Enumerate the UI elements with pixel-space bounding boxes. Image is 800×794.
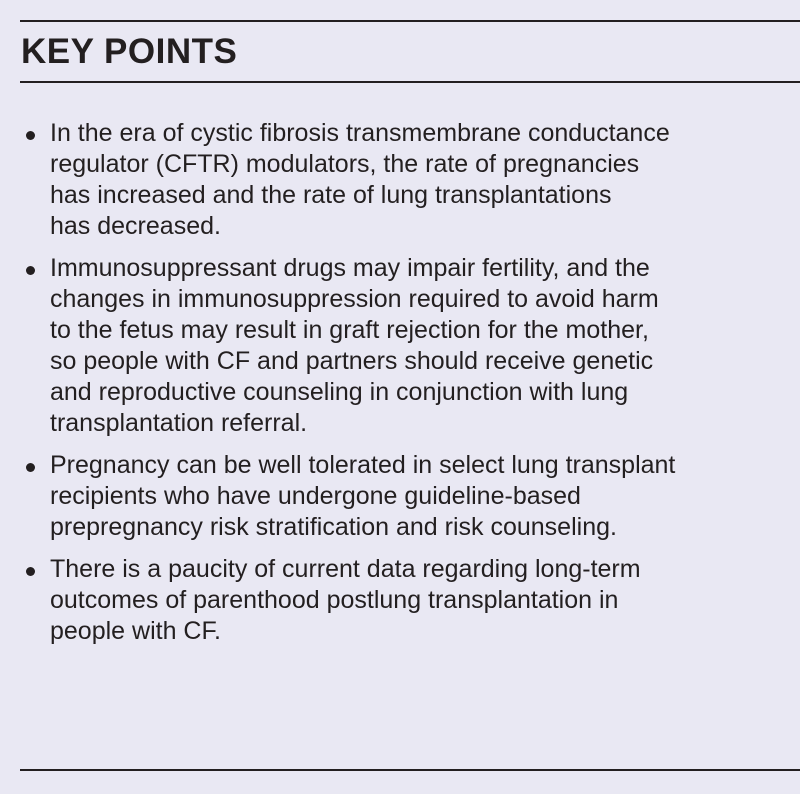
bullet-icon xyxy=(26,567,35,576)
key-point-text-line: and reproductive counseling in conjunction with lung xyxy=(50,378,629,406)
key-point-text-line: Pregnancy can be well tolerated in select lung transplant xyxy=(50,451,676,479)
key-point-text-line: people with CF. xyxy=(50,617,221,645)
title-rule xyxy=(20,81,800,83)
key-point-text-line: There is a paucity of current data regarding long-term xyxy=(50,555,641,583)
key-point-text-line: has decreased. xyxy=(50,212,221,240)
key-point-item xyxy=(20,554,800,647)
key-point-text-line: recipients who have undergone guideline-based xyxy=(50,482,581,510)
key-point-text-line: prepregnancy risk stratification and risk counseling. xyxy=(50,513,617,541)
section-title: KEY POINTS xyxy=(21,32,238,71)
key-point-text-line: transplantation referral. xyxy=(50,409,308,437)
key-point-item xyxy=(20,450,800,543)
key-points-list xyxy=(20,118,800,658)
key-point-item xyxy=(20,118,800,242)
key-point-text-line: so people with CF and partners should receive genetic xyxy=(50,347,654,375)
bullet-icon xyxy=(26,266,35,275)
top-rule xyxy=(20,20,800,22)
key-point-text-line: has increased and the rate of lung transplantations xyxy=(50,181,612,209)
key-point-item xyxy=(20,253,800,439)
key-point-text-line: In the era of cystic fibrosis transmembrane conductance xyxy=(50,119,670,147)
bullet-icon xyxy=(26,131,35,140)
key-point-text-line: changes in immunosuppression required to avoid harm xyxy=(50,285,659,313)
key-point-text-line: to the fetus may result in graft rejection for the mother, xyxy=(50,316,649,344)
key-point-text-line: regulator (CFTR) modulators, the rate of pregnancies xyxy=(50,150,640,178)
key-point-text-line: outcomes of parenthood postlung transplantation in xyxy=(50,586,619,614)
bullet-icon xyxy=(26,463,35,472)
bottom-rule xyxy=(20,769,800,771)
key-point-text-line: Immunosuppressant drugs may impair fertility, and the xyxy=(50,254,650,282)
